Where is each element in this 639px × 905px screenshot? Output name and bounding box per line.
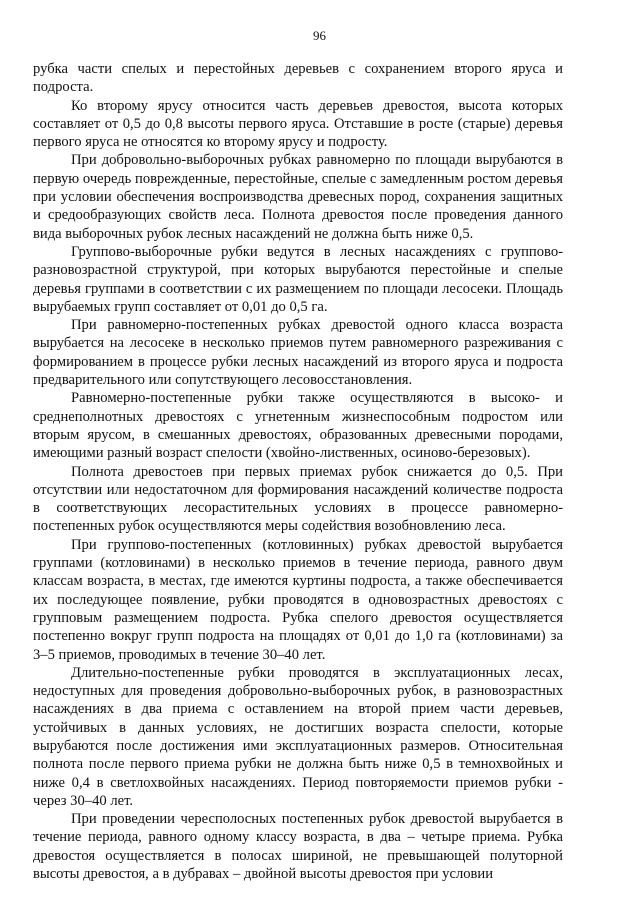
- paragraph-uniform-gradual: При равномерно-постепенных рубках древостой одного класса возраста вырубается на лесосеке в несколько приемов путем равномерного разреживания с формированием в процессе рубки лесных насаждений из второго яруса и подроста предварительного или сопутствующего лесовосстановления.: [33, 317, 563, 389]
- paragraph-group-gradual: При группово-постепенных (котловинных) рубках древостой вырубается группами (котловинами) в несколько приемов в течение периода, равного двум классам возраста, в местах, где имеются куртины подроста, а также обеспечивается их последующее появление, рубки проводятся в одновозрастных древостоях с групповым размещением подроста. Рубка спелого древостоя осуществляется постепенно вокруг групп подроста на площадях от 0,01 до 1,0 га (котловинами) за 3–5 приемов, проводимых в течение 30–40 лет.: [33, 536, 563, 663]
- page-number: 96: [313, 28, 326, 43]
- paragraph-voluntary-selective: При добровольно-выборочных рубках равномерно по площади вырубаются в первую очередь поврежденные, перестойные, спелые с замедленным ростом деревья при условии обеспечения воспроизводства древесных пород, сохранения защитных и средообразующих свойств леса. Полнота древостоя после проведения данного вида выборочных рубок лесных насаждений не должна быть ниже 0,5.: [33, 152, 563, 242]
- paragraph-strip-gradual: При проведении чересполосных постепенных рубок древостой вырубается в течение периода, равного одному классу возраста, в два – четыре приема. Рубка древостоя осуществляется в полосах шириной, не превышающей полуторной высоты древостоя, а в дубравах – двойной высоты древостоя при условии: [33, 811, 563, 883]
- page-body: [33, 60, 563, 883]
- paragraph-long-gradual: Длительно-постепенные рубки проводятся в эксплуатационных лесах, недоступных для проведения добровольно-выборочных рубок, в разновозрастных насаждениях в два приема с оставлением на второй прием части деревьев, устойчивых в данных условиях, не достигших возраста спелости, которые вырубаются после достижения ими эксплуатационных размеров. Относительная полнота после первого приема рубки не должна быть ниже 0,5 в темнохвойных и ниже 0,4 в светлохвойных насаждениях. Период повторяемости приемов рубки - через 30–40 лет.: [33, 664, 563, 809]
- paragraph-stand-density: Полнота древостоев при первых приемах рубок снижается до 0,5. При отсутствии или недостаточном для формирования насаждений количестве подроста в соответствующих лесорастительных условиях в процессе равномерно-постепенных рубок осуществляются меры содействия возобновлению леса.: [33, 463, 563, 535]
- paragraph-second-tier: Ко второму ярусу относится часть деревьев древостоя, высота которых составляет от 0,5 до 0,8 высоты первого яруса. Отставшие в росте (старые) деревья первого яруса не относятся ко второму ярусу и подросту.: [33, 97, 563, 151]
- paragraph-group-selective: Группово-выборочные рубки ведутся в лесных насаждениях с группово-разновозрастной структурой, при которых вырубаются перестойные и спелые деревья группами в соответствии с их размещением по площади лесосеки. Площадь вырубаемых групп составляет от 0,01 до 0,5 га.: [33, 243, 563, 315]
- paragraph-continuation: рубка части спелых и перестойных деревьев с сохранением второго яруса и подроста.: [33, 61, 563, 96]
- paragraph-uniform-gradual-conditions: Равномерно-постепенные рубки также осуществляются в высоко- и среднеполнотных древостоях с угнетенным жизнеспособным подростом или вторым ярусом, в смешанных древостоях, образованных древесными породами, имеющими разный возраст спелости (хвойно-лиственных, осиново-березовых).: [33, 390, 563, 462]
